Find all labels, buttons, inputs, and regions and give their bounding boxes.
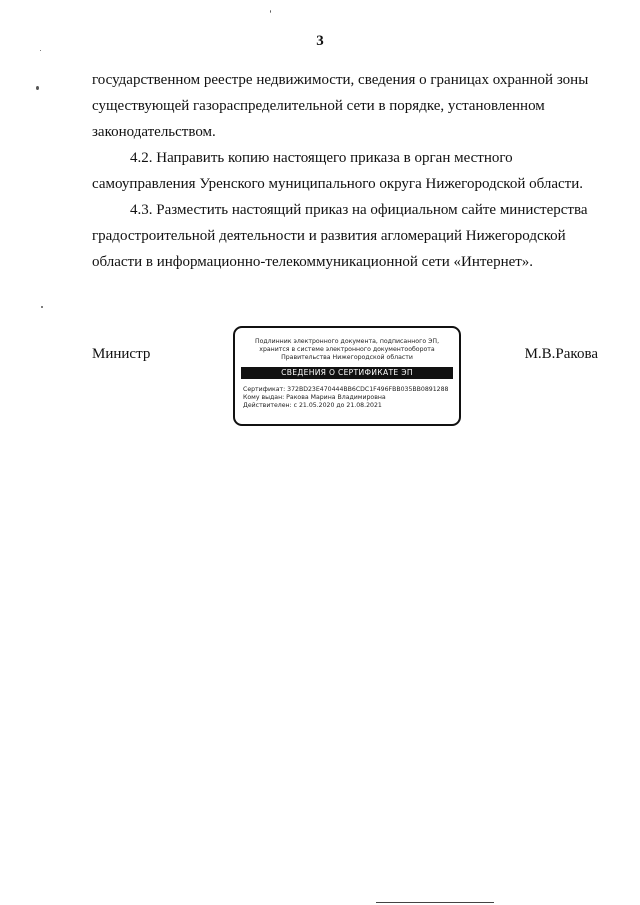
scan-artifact [41,306,43,308]
stamp-header-line: хранится в системе электронного документооборота [259,346,435,353]
paragraph-line: 4.3. Разместить настоящий приказ на официальном сайте министерства [130,202,588,218]
paragraph-line: государственном реестре недвижимости, сведения о границах охранной зоны [92,72,589,88]
scan-artifact [376,902,494,903]
stamp-details [243,386,451,410]
scan-artifact [36,86,39,90]
paragraph-4-3 [92,197,598,275]
paragraph-line: области в информационно-телекоммуникационной сети «Интернет». [92,254,534,270]
page-number: 3 [316,33,324,49]
stamp-validity: Действителен: с 21.05.2020 до 21.08.2021 [243,402,382,409]
stamp-issued-to: Кому выдан: Ракова Марина Владимировна [243,394,386,401]
paragraph-registry [92,67,598,145]
paragraph-line: существующей газораспределительной сети в порядке, установленном [92,98,545,114]
signatory-name: М.В.Ракова [524,346,598,362]
stamp-header-line: Правительства Нижегородской области [281,354,413,361]
paragraph-4-2 [92,145,598,197]
paragraph-line: законодательством. [92,124,216,140]
paragraph-line: 4.2. Направить копию настоящего приказа в орган местного [130,150,513,166]
stamp-header-line: Подлинник электронного документа, подписанного ЭП, [254,338,440,345]
scan-artifact [270,10,271,13]
electronic-signature-stamp [233,326,461,426]
stamp-header [241,338,453,362]
stamp-certificate-bar: СВЕДЕНИЯ О СЕРТИФИКАТЕ ЭП [241,367,453,379]
signatory-title: Министр [92,346,151,362]
paragraph-line: градостроительной деятельности и развития агломераций Нижегородской [92,228,566,244]
scan-artifact [40,50,41,51]
paragraph-line: самоуправления Уренского муниципального округа Нижегородской области. [92,176,584,192]
stamp-certificate-number: Сертификат: 372BD23E470444BB6CDC1F496FBB035BB0891288 [243,386,449,393]
